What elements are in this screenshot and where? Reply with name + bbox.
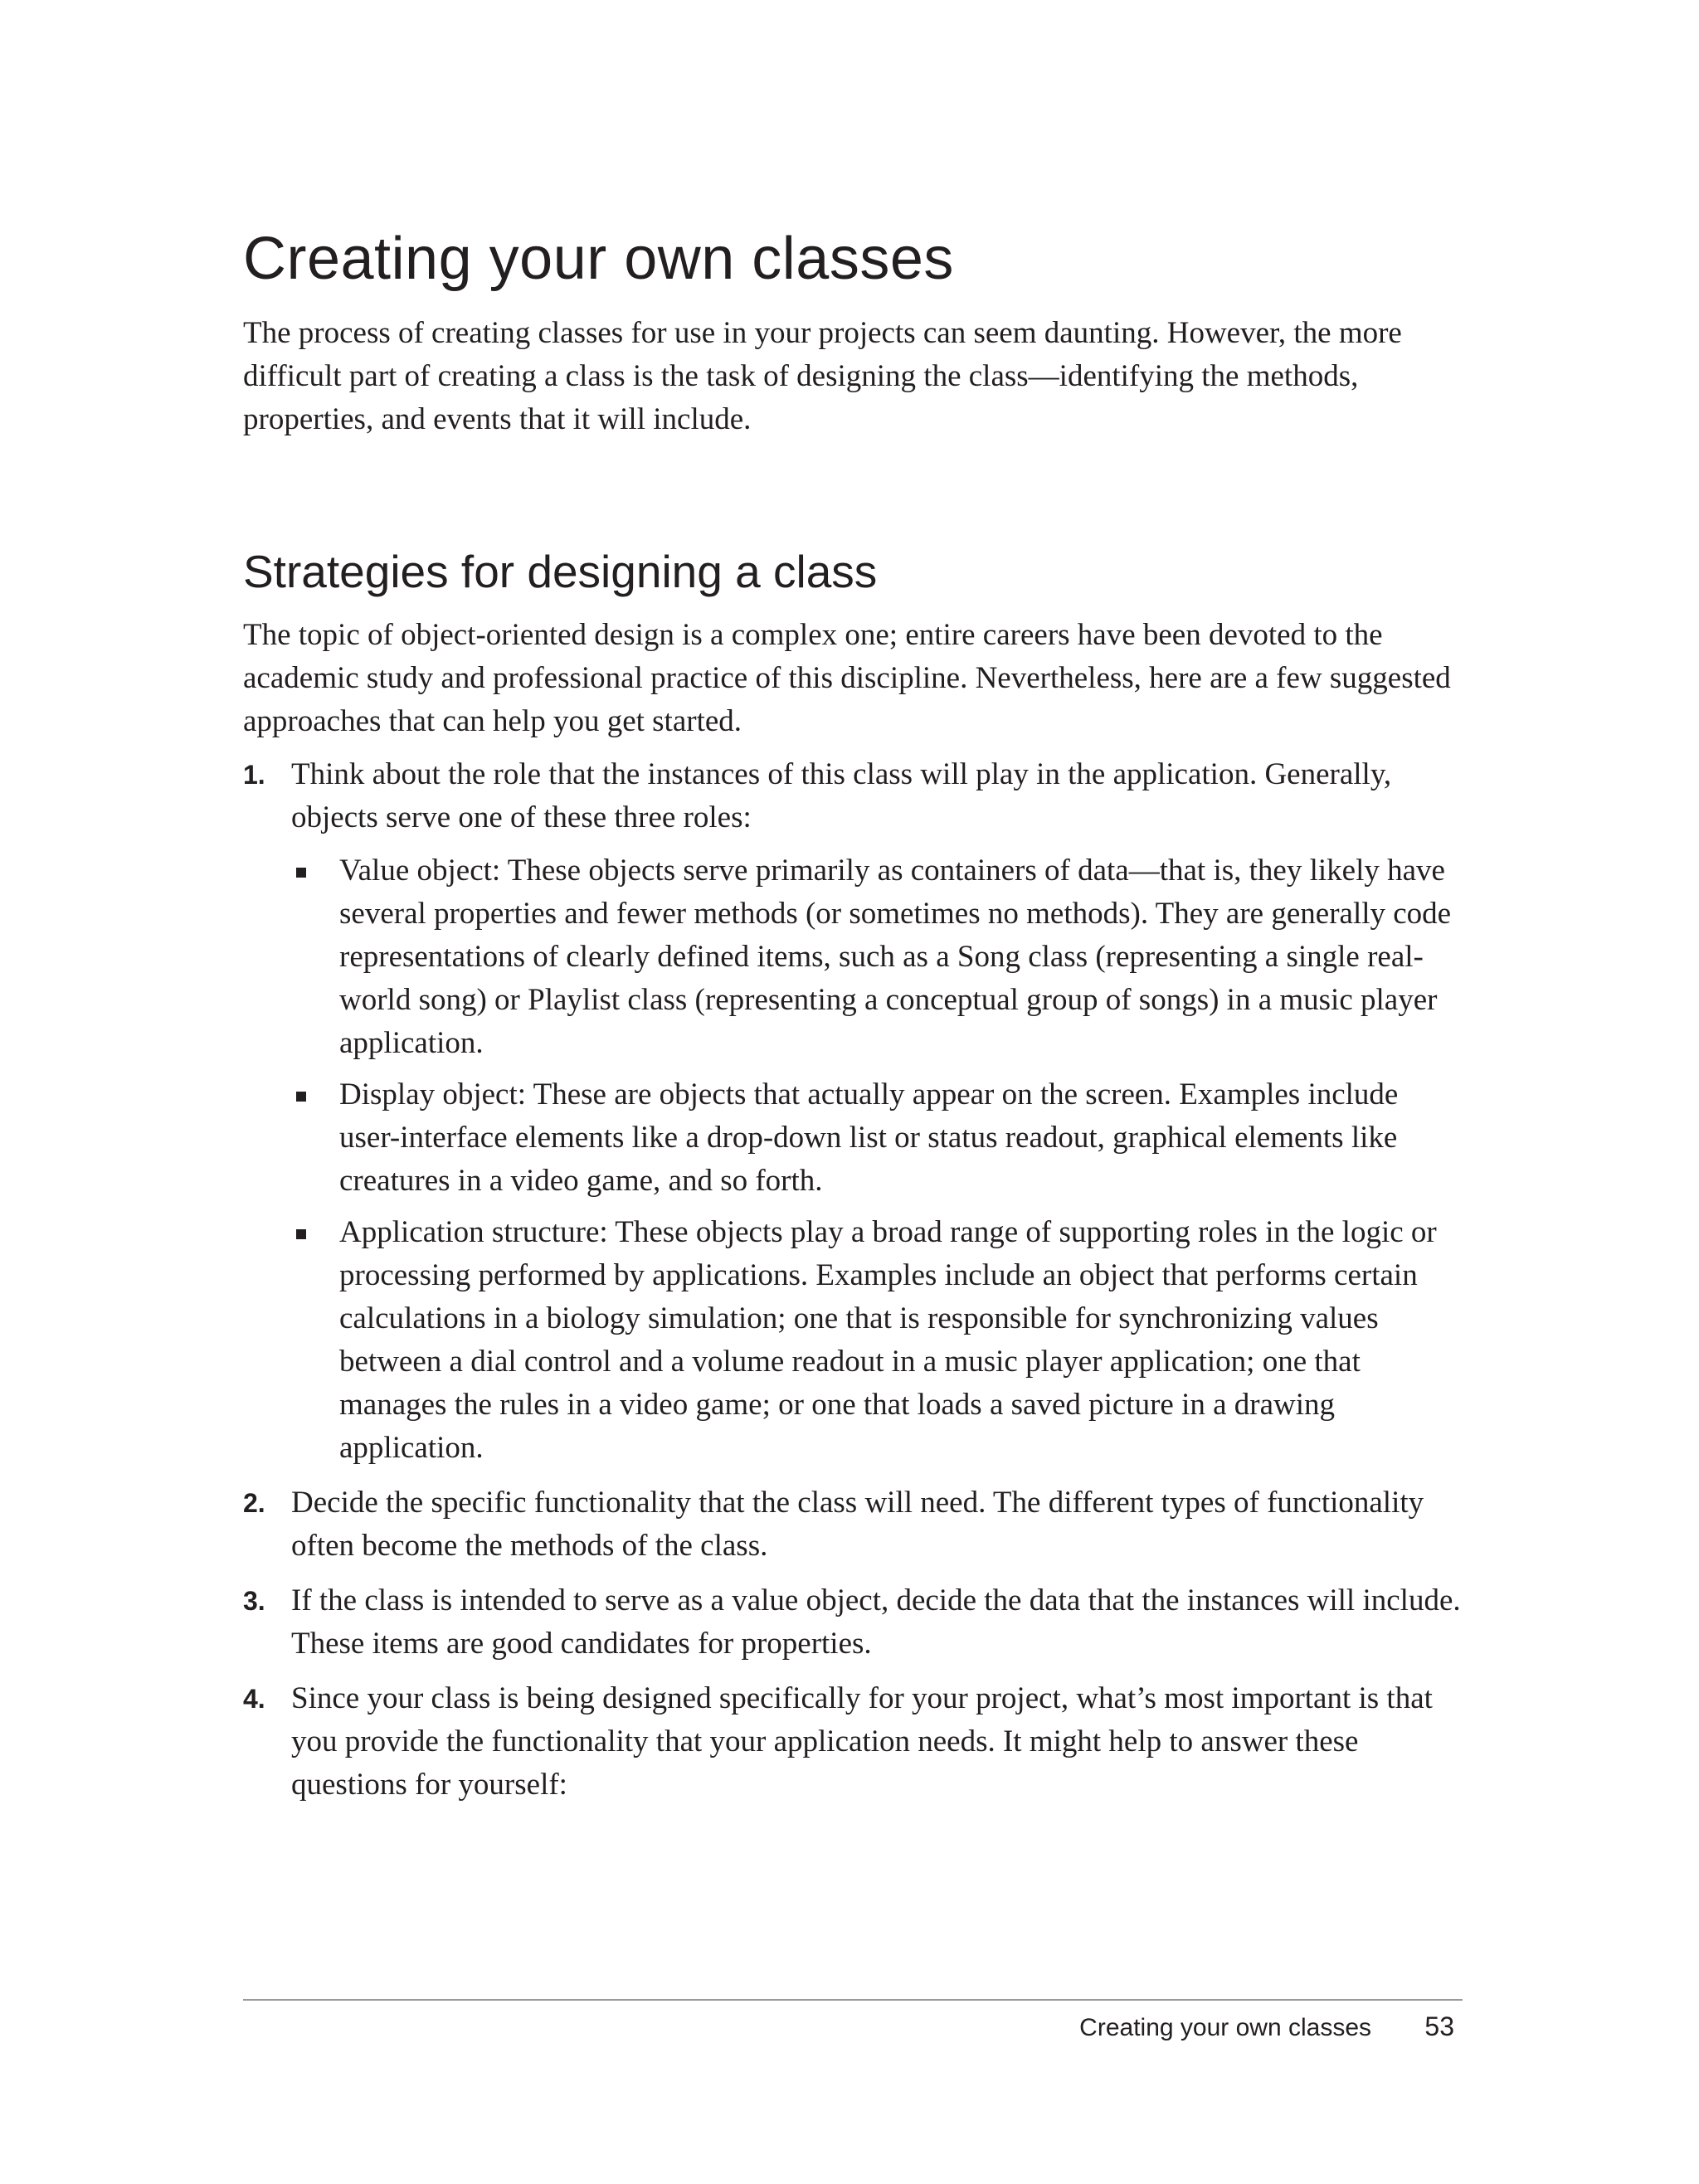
- role-item: [291, 1073, 1463, 1203]
- page-number: 53: [1424, 2011, 1454, 2041]
- intro-paragraph: The process of creating classes for use in your projects can seem daunting. However, the more difficult part of creating a class is the task of designing the class—identifying the methods, properties, and events that it will include.: [243, 316, 1402, 436]
- role-item: [291, 1211, 1463, 1470]
- running-footer-title: Creating your own classes: [1079, 2014, 1371, 2041]
- role-text: Application structure: These objects play a broad range of supporting roles in the logic or processing performed by applications. Examples include an object that performs certain calculations in a biology simulation; one that is responsible for synchronizing values between a dial control and a volume readout in a music player application; one that manages the rules in a video game; or one that loads a saved picture in a drawing application.: [339, 1215, 1437, 1465]
- step-item: [243, 1481, 1463, 1568]
- square-bullet-icon: [296, 868, 306, 878]
- step-item: [243, 1579, 1463, 1666]
- step-text: Since your class is being designed specifically for your project, what’s most important is that you provide the functionality that your application needs. It might help to answer these questions for yourself:: [291, 1681, 1433, 1802]
- page-content: [243, 224, 1463, 1818]
- step-number: 3.: [243, 1586, 265, 1616]
- steps-list: [243, 753, 1463, 1807]
- step-text: If the class is intended to serve as a value object, decide the data that the instances will include. These items are good candidates for properties.: [291, 1583, 1461, 1661]
- page-title: Creating your own classes: [243, 226, 954, 292]
- role-item: [291, 849, 1463, 1065]
- step-item: [243, 1677, 1463, 1807]
- role-text: Display object: These are objects that actually appear on the screen. Examples include user-interface elements like a drop-down list or status readout, graphical elements like creatures in a video game, and so forth.: [339, 1077, 1399, 1198]
- step-number: 1.: [243, 760, 265, 790]
- step-text: Think about the role that the instances of this class will play in the application. Generally, objects serve one of these three roles:: [291, 757, 1392, 834]
- roles-list: [291, 849, 1463, 1470]
- step-text: Decide the specific functionality that the class will need. The different types of functionality often become the methods of the class.: [291, 1486, 1424, 1563]
- square-bullet-icon: [296, 1229, 306, 1239]
- footer-divider: [243, 1999, 1463, 2001]
- square-bullet-icon: [296, 1092, 306, 1102]
- step-number: 4.: [243, 1684, 265, 1714]
- step-number: 2.: [243, 1488, 265, 1518]
- role-text: Value object: These objects serve primarily as containers of data—that is, they likely have several properties and fewer methods (or sometimes no methods). They are generally code representations of clearly defined items, such as a Song class (representing a single real-world song) or Playlist class (representing a conceptual group of songs) in a music player application.: [339, 854, 1452, 1060]
- section-heading: Strategies for designing a class: [243, 546, 878, 597]
- step-item: [243, 753, 1463, 1470]
- section-intro-paragraph: The topic of object-oriented design is a complex one; entire careers have been devoted to the academic study and professional practice of this discipline. Nevertheless, here are a few suggested approaches that can help you get started.: [243, 618, 1451, 738]
